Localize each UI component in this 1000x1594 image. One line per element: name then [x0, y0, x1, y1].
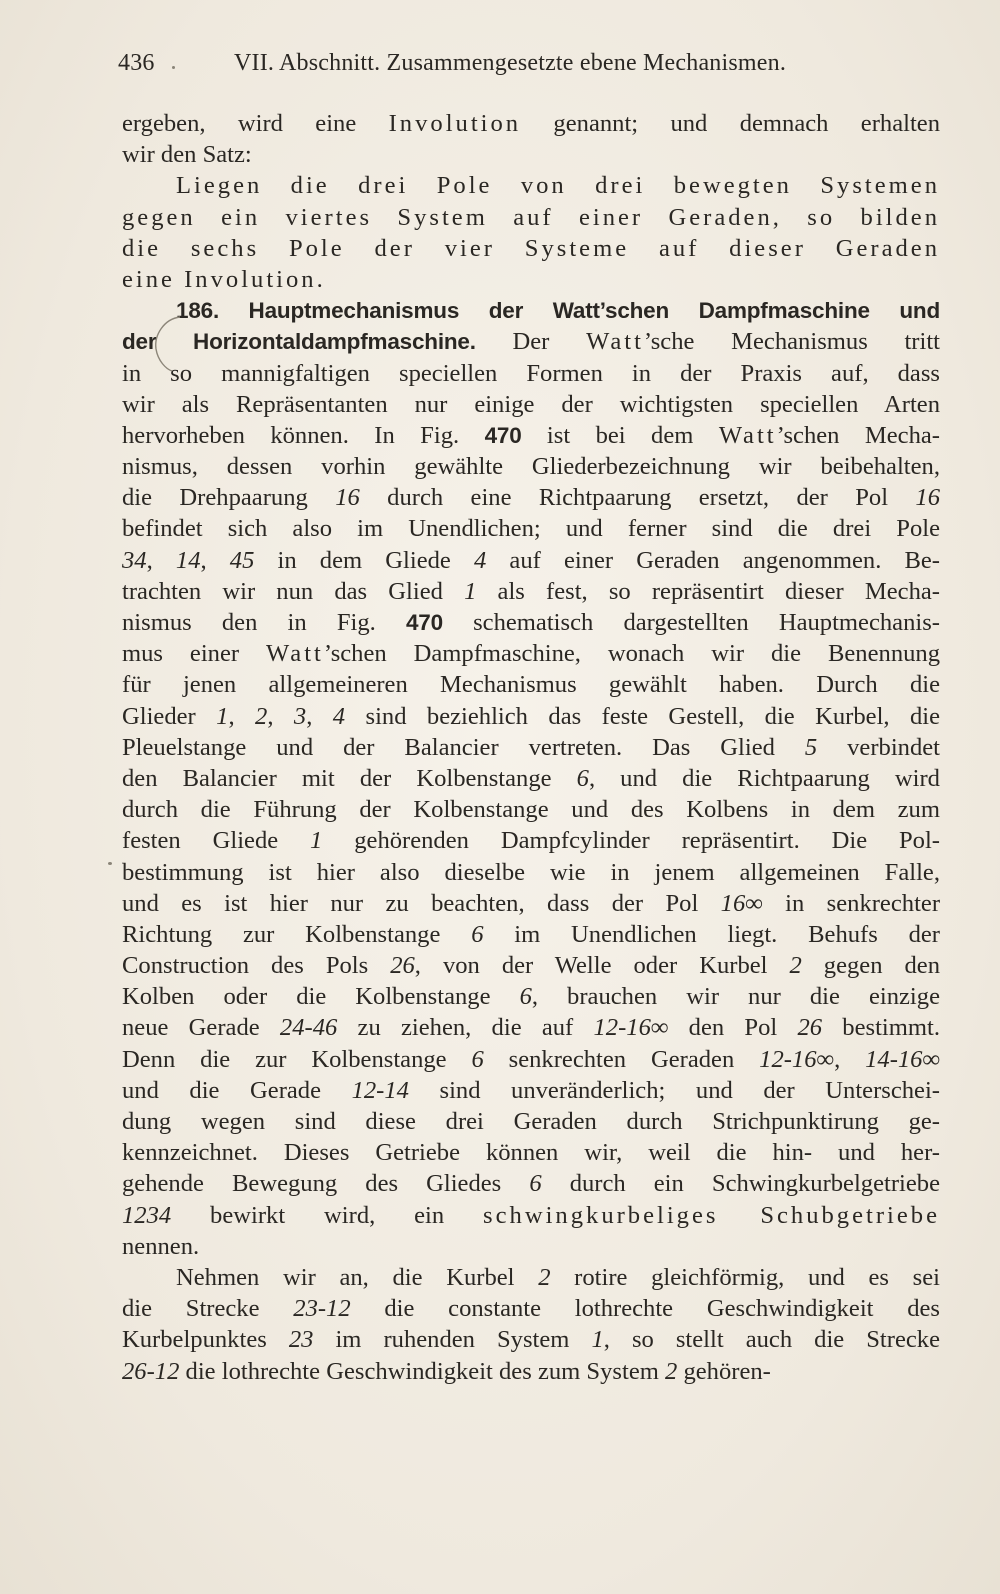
body-text: [122, 108, 940, 1387]
text-segment: 6: [519, 983, 532, 1011]
text-segment: Involution: [388, 110, 522, 137]
text-segment: kennzeichnet. Dieses Getriebe können wir, weil die hin- und her-: [122, 1139, 940, 1167]
text-line: [122, 326, 940, 357]
paper-speck: [172, 66, 175, 69]
text-segment: mus einer: [122, 640, 267, 668]
text-segment: Nehmen wir an, die Kurbel: [176, 1263, 539, 1291]
text-segment: ’sche Mechanismus tritt: [643, 328, 940, 356]
text-segment: gehören-: [677, 1357, 771, 1385]
text-segment: eine Involution.: [122, 265, 326, 293]
text-line: [122, 1293, 940, 1324]
text-segment: Watt: [266, 640, 324, 668]
text-segment: 4: [473, 546, 487, 574]
text-segment: zu ziehen, die auf: [337, 1014, 594, 1042]
text-segment: neue Gerade: [122, 1014, 280, 1042]
text-segment: befindet sich also im Unendlichen; und ferner sind die drei Pole: [122, 515, 940, 543]
text-segment: und die Gerade: [122, 1076, 352, 1104]
text-line: [122, 607, 940, 638]
text-line: [122, 545, 940, 576]
paper-speck: [108, 862, 112, 865]
text-segment: 6: [471, 920, 484, 948]
text-line: [122, 950, 940, 981]
text-line: [122, 1200, 940, 1231]
text-line: [122, 139, 940, 170]
text-segment: 6: [576, 764, 589, 792]
text-segment: der Horizontaldampfmaschine.: [122, 329, 476, 355]
text-line: [122, 202, 940, 233]
text-segment: 5: [804, 733, 818, 761]
text-segment: , und die Richtpaarung wird: [588, 764, 940, 792]
text-segment: 6: [471, 1045, 484, 1073]
text-segment: die lothrechte Geschwindigkeit des zum System: [179, 1357, 666, 1385]
text-segment: gegen ein viertes System auf einer Geraden, so bilden: [122, 203, 940, 231]
text-segment: durch eine Richtpaarung ersetzt, der Pol: [359, 484, 916, 512]
text-segment: 2: [538, 1263, 551, 1291]
text-segment: ,: [306, 702, 333, 730]
text-line: [122, 888, 940, 919]
text-line: [122, 1356, 940, 1387]
text-segment: durch ein Schwingkurbelgetriebe: [541, 1170, 940, 1198]
text-segment: 1: [591, 1326, 604, 1354]
text-segment: in dem Gliede: [254, 546, 474, 574]
text-line: [122, 1012, 940, 1043]
text-line: [122, 638, 940, 669]
text-segment: 12-16∞: [759, 1045, 835, 1073]
text-segment: ,: [228, 702, 256, 730]
text-segment: die constante lothrechte Geschwindigkeit des: [350, 1295, 940, 1323]
text-segment: 26: [390, 952, 415, 980]
text-segment: 3: [293, 702, 307, 730]
text-segment: 4: [332, 702, 346, 730]
text-segment: 1: [216, 702, 229, 730]
text-line: [122, 919, 940, 950]
text-line: [122, 732, 940, 763]
text-segment: trachten wir nun das Glied: [122, 577, 465, 605]
text-segment: 16: [915, 484, 941, 512]
text-segment: Watt: [718, 421, 777, 449]
page-number: 436: [118, 50, 155, 76]
text-line: [122, 825, 940, 856]
text-line: [122, 857, 940, 888]
text-segment: ,: [267, 702, 294, 730]
text-segment: 12-14: [351, 1076, 409, 1104]
text-segment: die Strecke: [122, 1295, 294, 1323]
text-line: [122, 513, 940, 544]
text-line: [122, 1137, 940, 1168]
text-line: [122, 1231, 940, 1262]
text-line: [122, 482, 940, 513]
text-segment: Glieder: [122, 702, 217, 730]
text-line: [122, 1106, 940, 1137]
text-segment: Denn die zur Kolbenstange: [122, 1045, 472, 1073]
text-segment: festen Gliede: [122, 827, 311, 855]
running-title: VII. Abschnitt. Zusammengesetzte ebene Mechanismen.: [234, 50, 787, 76]
text-segment: ’schen Mecha-: [776, 421, 940, 449]
text-segment: 14: [175, 546, 201, 574]
text-line: [122, 1262, 940, 1293]
text-line: [122, 1168, 940, 1199]
text-segment: Der: [475, 328, 587, 356]
text-segment: ,: [834, 1045, 866, 1073]
text-segment: 1234: [122, 1201, 172, 1229]
text-line: [122, 233, 940, 264]
text-segment: gegen den: [801, 952, 940, 980]
text-segment: auf einer Geraden angenommen. Be-: [486, 546, 940, 574]
text-segment: nismus den in Fig.: [122, 609, 406, 636]
running-header: [118, 46, 938, 82]
text-segment: 470: [484, 422, 522, 448]
text-segment: für jenen allgemeineren Mechanismus gewählt haben. Durch die: [122, 671, 940, 699]
text-line: [122, 1044, 940, 1075]
text-segment: hervorheben können. In Fig.: [122, 421, 485, 449]
text-segment: Watt: [586, 328, 644, 356]
text-segment: Richtung zur Kolbenstange: [122, 920, 472, 948]
text-segment: ’schen Dampfmaschine, wonach wir die Benennung: [323, 640, 941, 668]
text-segment: 34: [122, 546, 147, 574]
text-segment: 470: [405, 610, 443, 635]
text-segment: den Balancier mit der Kolbenstange: [122, 764, 577, 792]
text-segment: , brauchen wir nur die einzige: [531, 983, 940, 1011]
text-segment: 16∞: [720, 889, 763, 917]
text-segment: Kurbelpunktes: [122, 1326, 289, 1354]
text-line: [122, 576, 940, 607]
text-line: [122, 264, 940, 295]
text-segment: Liegen die drei Pole von drei bewegten Systemen: [176, 172, 940, 200]
text-line: [122, 701, 940, 732]
text-segment: als fest, so repräsentirt dieser Mecha-: [476, 577, 940, 605]
text-segment: ist bei dem: [521, 421, 719, 449]
text-segment: bewirkt wird, ein: [171, 1201, 484, 1229]
text-line: [122, 295, 940, 326]
text-segment: Construction des Pols: [122, 952, 391, 980]
text-segment: in so mannigfaltigen speciellen Formen in der Praxis auf, dass: [122, 359, 940, 387]
text-line: [122, 763, 940, 794]
text-line: [122, 669, 940, 700]
text-segment: 26: [797, 1014, 823, 1042]
text-segment: senkrechten Geraden: [483, 1045, 760, 1073]
text-segment: rotire gleichförmig, und es sei: [550, 1263, 940, 1291]
text-line: [122, 108, 940, 139]
text-segment: durch die Führung der Kolbenstange und des Kolbens in dem zum: [122, 796, 940, 824]
text-segment: bestimmt.: [822, 1014, 940, 1042]
text-segment: wir den Satz:: [122, 141, 252, 169]
text-segment: nennen.: [122, 1232, 200, 1260]
text-segment: die Drehpaarung: [122, 484, 336, 512]
text-segment: 24-46: [279, 1014, 338, 1042]
text-line: [122, 420, 940, 451]
text-segment: in senkrechter: [762, 889, 941, 917]
text-segment: 23: [288, 1326, 314, 1354]
text-segment: 14-16∞: [865, 1045, 941, 1073]
text-segment: Kolben oder die Kolbenstange: [122, 983, 520, 1011]
text-segment: ,: [146, 546, 176, 574]
text-segment: wir als Repräsentanten nur einige der wichtigsten speciellen Arten: [122, 390, 940, 418]
text-segment: gehörenden Dampfcylinder repräsentirt. Die Pol-: [322, 827, 940, 855]
text-segment: , so stellt auch die Strecke: [603, 1326, 940, 1354]
text-segment: 2: [789, 952, 802, 980]
text-segment: schematisch dargestellten Hauptmechanis-: [442, 609, 940, 636]
text-segment: 1: [464, 577, 477, 605]
text-segment: im ruhenden System: [313, 1326, 592, 1354]
text-segment: Pleuelstange und der Balancier vertreten. Das Glied: [122, 733, 805, 761]
text-segment: 2: [255, 702, 268, 730]
text-segment: , von der Welle oder Kurbel: [414, 952, 790, 980]
text-segment: nismus, dessen vorhin gewählte Gliederbezeichnung wir beibehalten,: [122, 453, 940, 481]
text-segment: ,: [200, 546, 230, 574]
text-segment: 1: [310, 827, 323, 855]
text-segment: 23-12: [293, 1295, 351, 1323]
text-segment: die sechs Pole der vier Systeme auf dieser Geraden: [122, 234, 940, 262]
text-segment: dung wegen sind diese drei Geraden durch Strichpunktirung ge-: [122, 1108, 940, 1135]
text-segment: 16: [335, 484, 360, 512]
text-line: [122, 794, 940, 825]
text-segment: 12-16∞: [593, 1014, 669, 1042]
text-segment: 6: [529, 1170, 542, 1198]
text-line: [122, 170, 940, 201]
text-segment: verbindet: [817, 733, 940, 761]
text-segment: 2: [665, 1357, 678, 1385]
text-segment: den Pol: [668, 1014, 798, 1042]
text-segment: genannt; und demnach erhalten: [521, 110, 940, 137]
text-line: [122, 981, 940, 1012]
text-segment: schwingkurbeliges Schubgetriebe: [483, 1201, 941, 1229]
text-segment: 186. Hauptmechanismus der Watt’schen Dampfmaschine und: [176, 298, 940, 324]
text-segment: und es ist hier nur zu beachten, dass der Pol: [122, 889, 721, 917]
text-segment: ergeben, wird eine: [122, 110, 389, 137]
text-segment: sind unveränderlich; und der Unterschei-: [408, 1076, 940, 1104]
text-segment: gehende Bewegung des Gliedes: [122, 1170, 530, 1198]
text-segment: 26-12: [122, 1357, 180, 1385]
text-line: [122, 358, 940, 389]
text-line: [122, 1075, 940, 1106]
text-segment: bestimmung ist hier also dieselbe wie in jenem allgemeinen Falle,: [122, 858, 940, 886]
text-segment: im Unendlichen liegt. Behufs der: [483, 920, 940, 948]
text-line: [122, 451, 940, 482]
text-segment: 45: [229, 546, 255, 574]
text-line: [122, 389, 940, 420]
text-segment: sind beziehlich das feste Gestell, die Kurbel, die: [345, 702, 941, 730]
text-line: [122, 1324, 940, 1355]
